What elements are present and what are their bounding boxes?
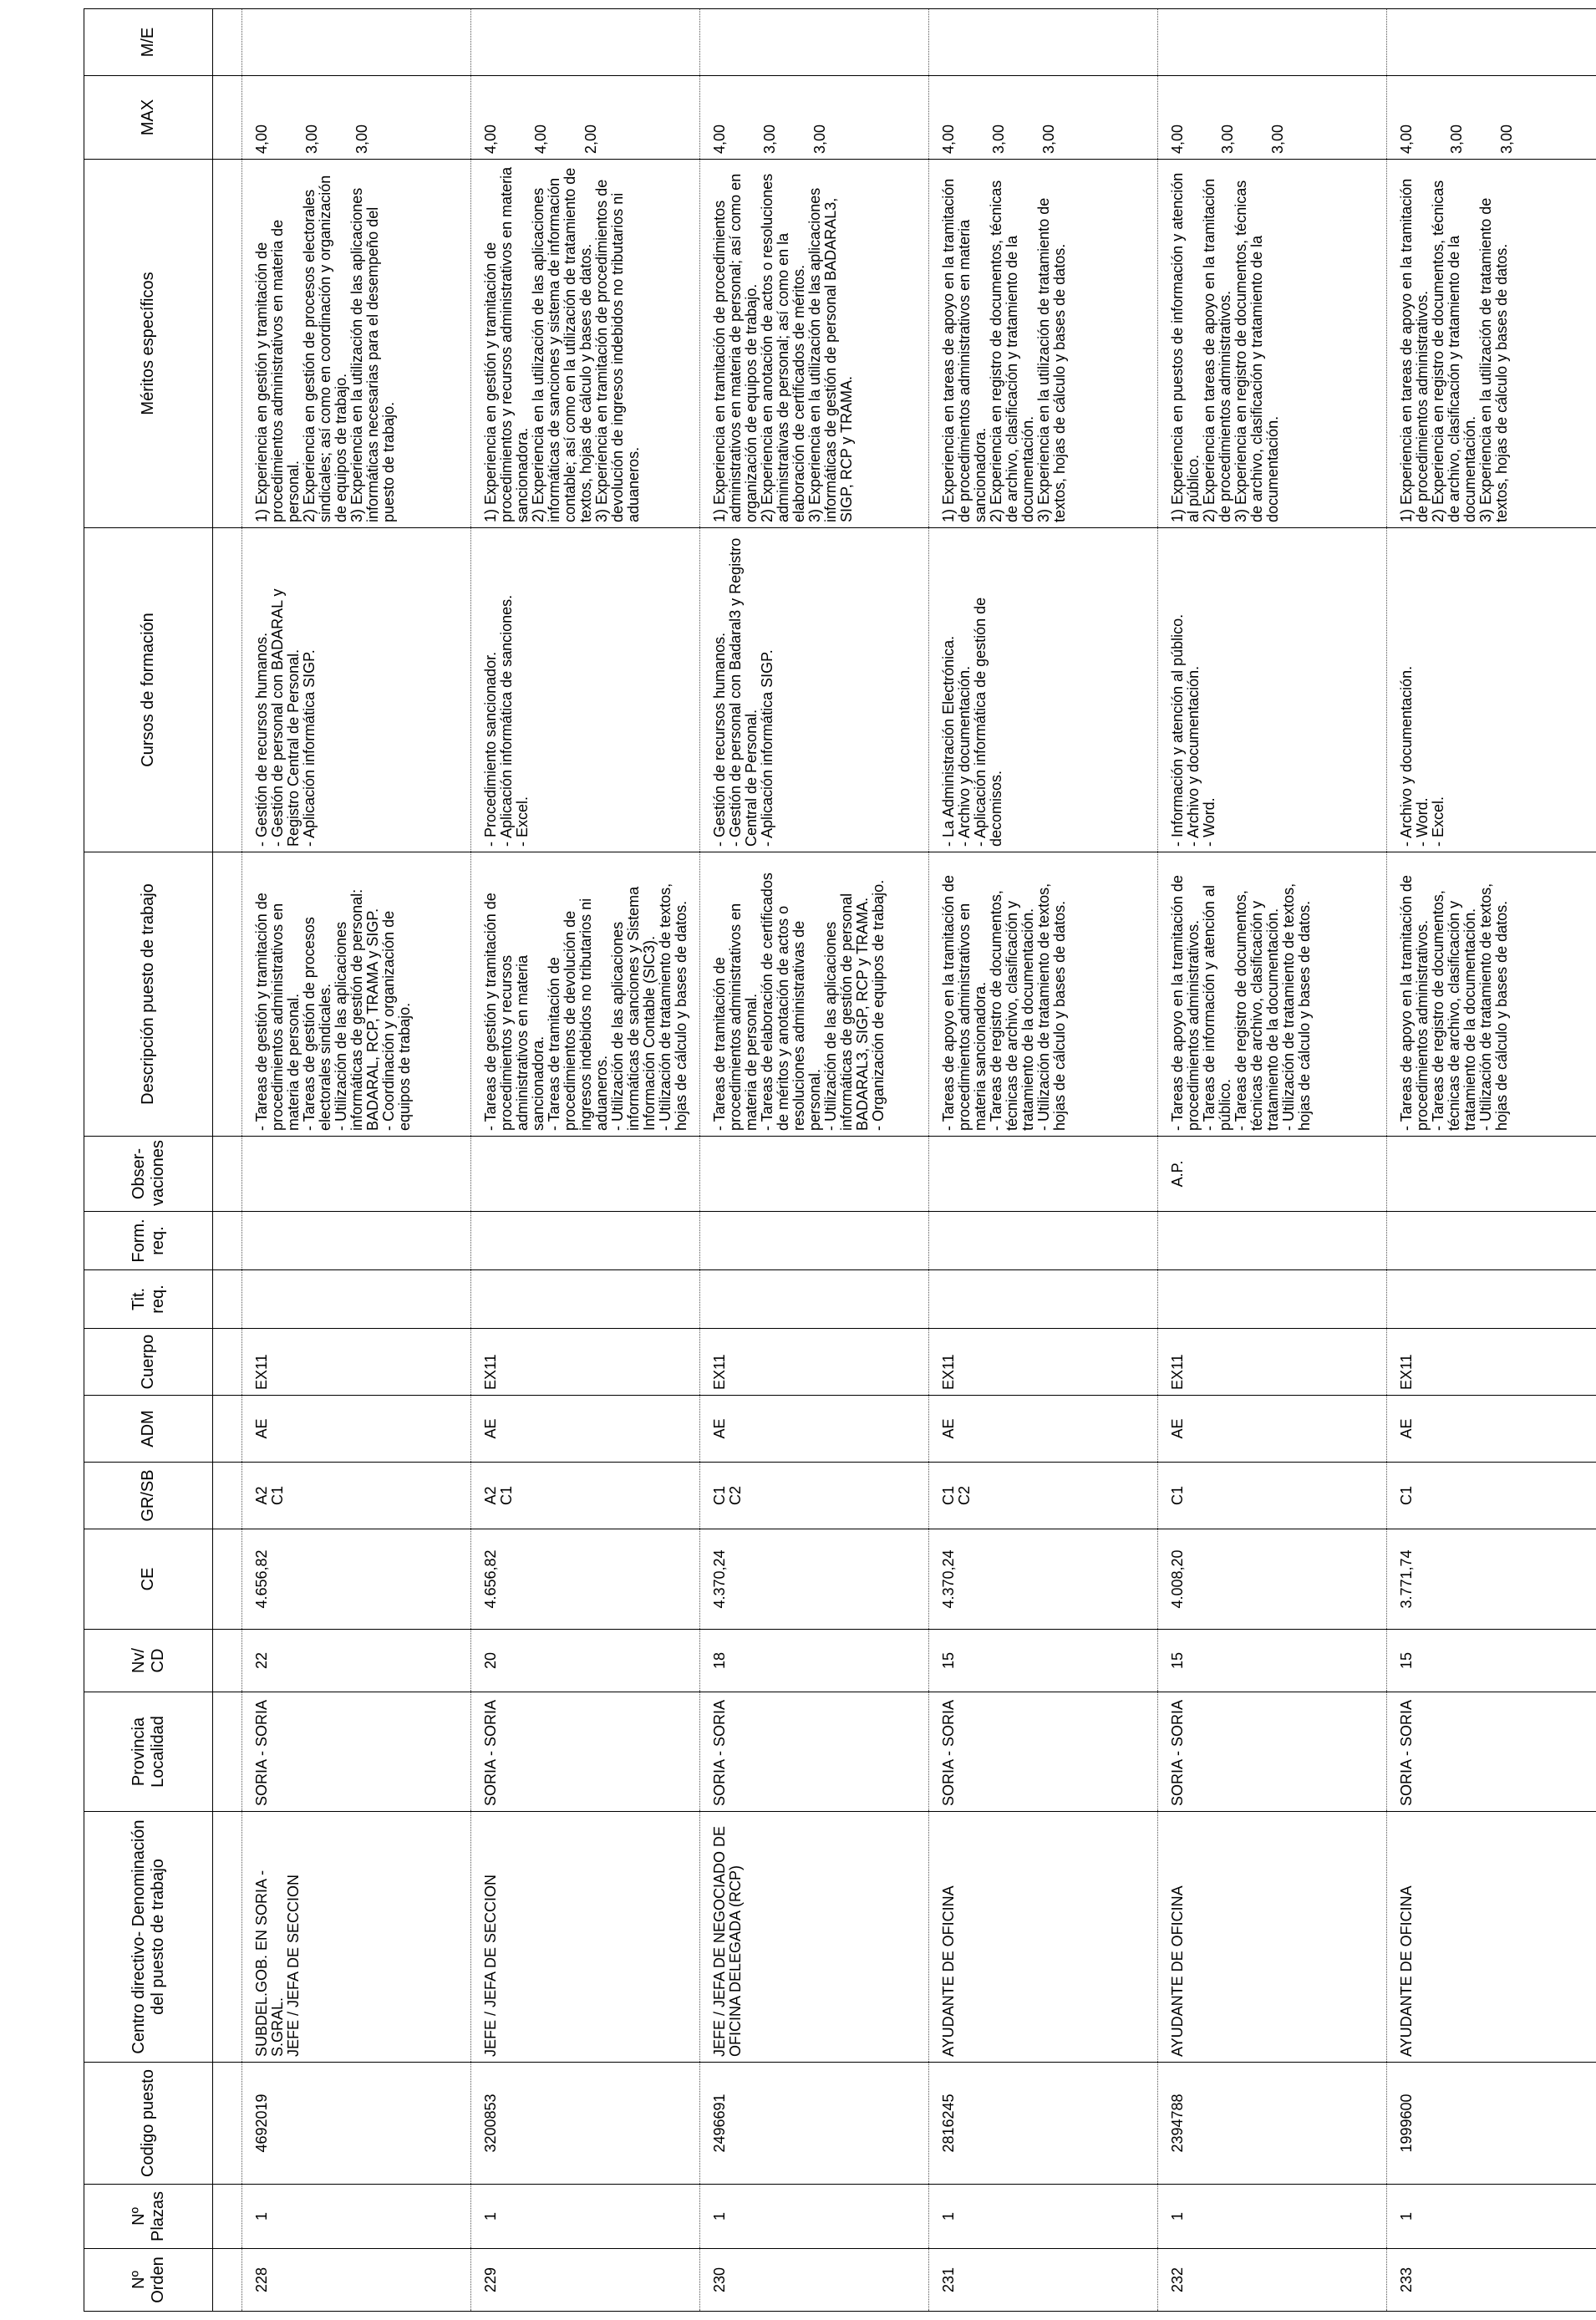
cell-ce: 3.771,74 [1387, 1529, 1596, 1630]
cell-centro: SUBDEL.GOB. EN SORIA - S.GRAL. JEFE / JEFA DE SECCION [242, 1812, 471, 2063]
cell-meritos: 1) Experiencia en puestos de información y atención al público. 2) Experiencia en tareas de apoyo en la tramitación de procedimientos administrativos. 3) Experiencia en registro de documentos, técnicas de archivo, clasificación y tratamiento de la documentación. [1158, 160, 1387, 528]
cell-grupo: C1 C2 [700, 1463, 929, 1529]
cell-max [1158, 76, 1387, 160]
cell-orden: 233 [1387, 2249, 1596, 2312]
cell-descripcion: - Tareas de gestión y tramitación de procedimientos y recursos administrativos en materia sancionadora. - Tareas de tramitación de procedimientos de devolución de ingresos indebidos no tributarios ni aduaneros. - Utilización de las aplicaciones informáticas de sanciones y Sistema Información Contable (SIC3). - Utilización de tratamiento de textos, hojas de cálculo y bases de datos. [471, 852, 700, 1137]
cell-plazas: 1 [700, 2185, 929, 2249]
header-cuerpo: Cuerpo [84, 1329, 213, 1396]
header-row [84, 9, 213, 2312]
cell-me [700, 9, 929, 76]
header-titulacion: Tit. req. [84, 1270, 213, 1329]
cell-codigo: 1999600 [1387, 2063, 1596, 2185]
cell-titulacion [700, 1270, 929, 1329]
header-plazas: Nº Plazas [84, 2185, 213, 2249]
cell-cursos: - Procedimiento sancionador. - Aplicación informática de sanciones. - Excel. [471, 528, 700, 852]
max-value: 3,00 [1448, 124, 1465, 154]
max-value: 3,00 [353, 124, 370, 154]
cell-cuerpo: EX11 [1158, 1329, 1387, 1396]
cell-meritos: 1) Experiencia en tareas de apoyo en la tramitación de procedimientos administrativos en materia sancionadora. 2) Experiencia en registro de documentos, técnicas de archivo, clasificación y tratamiento de la documentación. 3) Experiencia en la utilización de tratamiento de textos, hojas de cálculo y bases de datos. [929, 160, 1158, 528]
max-value: 3,00 [1040, 124, 1057, 154]
max-value: 3,00 [761, 124, 778, 154]
cell-orden: 229 [471, 2249, 700, 2312]
cell-cuerpo: EX11 [242, 1329, 471, 1396]
cell-cursos: - Gestión de recursos humanos. - Gestión de personal con BADARAL y Registro Central de Personal. - Aplicación informática SIGP. [242, 528, 471, 852]
cell-grupo: A2 C1 [242, 1463, 471, 1529]
cell-titulacion [471, 1270, 700, 1329]
cell-formacion [1158, 1212, 1387, 1270]
cell-provincia: SORIA - SORIA [242, 1692, 471, 1812]
cell-me [242, 9, 471, 76]
table-row [929, 9, 1158, 2312]
cell-adm: AE [471, 1396, 700, 1463]
table-row [242, 9, 471, 2312]
cell-codigo: 2394788 [1158, 2063, 1387, 2185]
cell-provincia: SORIA - SORIA [471, 1692, 700, 1812]
cell-cuerpo: EX11 [929, 1329, 1158, 1396]
cell-formacion [242, 1212, 471, 1270]
cell-provincia: SORIA - SORIA [1387, 1692, 1596, 1812]
cell-plazas: 1 [929, 2185, 1158, 2249]
max-value: 3,00 [303, 124, 320, 154]
cell-cuerpo: EX11 [471, 1329, 700, 1396]
rotated-table-wrapper [84, 9, 1594, 2312]
max-value: 3,00 [811, 124, 828, 154]
cell-plazas: 1 [1387, 2185, 1596, 2249]
header-meritos: Méritos específicos [84, 160, 213, 528]
cell-codigo: 4692019 [242, 2063, 471, 2185]
cell-grupo: C1 [1387, 1463, 1596, 1529]
cell-codigo: 2816245 [929, 2063, 1158, 2185]
cell-observaciones [471, 1137, 700, 1212]
cell-ce: 4.008,20 [1158, 1529, 1387, 1630]
max-value: 2,00 [582, 124, 599, 154]
cell-observaciones [929, 1137, 1158, 1212]
cell-meritos: 1) Experiencia en gestión y tramitación de procedimientos y recursos administrativos en materia sancionadora. 2) Experiencia en la utilización de las aplicaciones informáticas de sanciones y sistema de información contable; así como en la utilización de tratamiento de textos, hojas de cálculo y bases de datos. 3) Experiencia en tramitación de procedimientos de devolución de ingresos indebidos no tributarios ni aduaneros. [471, 160, 700, 528]
max-value: 4,00 [940, 124, 957, 154]
puestos-table [84, 8, 1596, 2312]
cell-orden: 228 [242, 2249, 471, 2312]
max-value: 4,00 [253, 124, 270, 154]
cell-nivel: 18 [700, 1630, 929, 1692]
cell-me [1387, 9, 1596, 76]
table-row [700, 9, 929, 2312]
cell-provincia: SORIA - SORIA [1158, 1692, 1387, 1812]
cell-adm: AE [1158, 1396, 1387, 1463]
cell-cursos: - Gestión de recursos humanos. - Gestión de personal con Badaral3 y Registro Central de Personal. - Aplicación informática SIGP. [700, 528, 929, 852]
cell-descripcion: - Tareas de tramitación de procedimientos administrativos en materia de personal. - Tareas de elaboración de certificados de méritos y anotación de actos o resoluciones administrativas de personal. - Utilización de las aplicaciones informáticas de gestión de personal BADARAL3, SIGP, RCP y TRAMA. - Organización de equipos de trabajo. [700, 852, 929, 1137]
max-value: 3,00 [990, 124, 1007, 154]
cell-nivel: 20 [471, 1630, 700, 1692]
cell-grupo: C1 C2 [929, 1463, 1158, 1529]
cell-meritos: 1) Experiencia en tareas de apoyo en la tramitación de procedimientos administrativos. 2) Experiencia en registro de documentos, técnicas de archivo, clasificación y tratamiento de la documentación. 3) Experiencia en la utilización de tratamiento de textos, hojas de cálculo y bases de datos. [1387, 160, 1596, 528]
cell-codigo: 3200853 [471, 2063, 700, 2185]
header-cursos: Cursos de formación [84, 528, 213, 852]
table-row [1158, 9, 1387, 2312]
cell-adm: AE [929, 1396, 1158, 1463]
cell-descripcion: - Tareas de apoyo en la tramitación de procedimientos administrativos. - Tareas de registro de documentos, técnicas de archivo, clasificación y tratamiento de la documentación. - Utilización de tratamiento de textos, hojas de cálculo y bases de datos. [1387, 852, 1596, 1137]
header-me: M/E [84, 9, 213, 76]
cell-titulacion [242, 1270, 471, 1329]
cell-centro: JEFE / JEFA DE NEGOCIADO DE OFICINA DELEGADA (RCP) [700, 1812, 929, 2063]
max-value: 4,00 [532, 124, 549, 154]
cell-descripcion: - Tareas de apoyo en la tramitación de procedimientos administrativos. - Tareas de información y atención al público. - Tareas de registro de documentos, técnicas de archivo, clasificación y tratamiento de la documentación. - Utilización de tratamiento de textos, hojas de cálculo y bases de datos. [1158, 852, 1387, 1137]
cell-centro: AYUDANTE DE OFICINA [1387, 1812, 1596, 2063]
header-grupo: GR/SB [84, 1463, 213, 1529]
cell-plazas: 1 [471, 2185, 700, 2249]
cell-grupo: C1 [1158, 1463, 1387, 1529]
header-nivel: Nv/ CD [84, 1630, 213, 1692]
cell-formacion [471, 1212, 700, 1270]
header-centro: Centro directivo- Denominación del puesto de trabajo [84, 1812, 213, 2063]
cell-codigo: 2496691 [700, 2063, 929, 2185]
max-value: 3,00 [1269, 124, 1286, 154]
cell-adm: AE [700, 1396, 929, 1463]
cell-formacion [1387, 1212, 1596, 1270]
header-codigo: Codigo puesto [84, 2063, 213, 2185]
cell-observaciones [1387, 1137, 1596, 1212]
cell-centro: AYUDANTE DE OFICINA [1158, 1812, 1387, 2063]
cell-me [1158, 9, 1387, 76]
cell-provincia: SORIA - SORIA [929, 1692, 1158, 1812]
header-adm: ADM [84, 1396, 213, 1463]
cell-max [929, 76, 1158, 160]
table-row [1387, 9, 1596, 2312]
cell-observaciones: A.P. [1158, 1137, 1387, 1212]
max-value: 4,00 [482, 124, 499, 154]
header-spacer-row [213, 9, 242, 2312]
cell-orden: 232 [1158, 2249, 1387, 2312]
cell-orden: 230 [700, 2249, 929, 2312]
cell-centro: JEFE / JEFA DE SECCION [471, 1812, 700, 2063]
header-ce: CE [84, 1529, 213, 1630]
cell-max [700, 76, 929, 160]
cell-observaciones [700, 1137, 929, 1212]
header-provincia: Provincia Localidad [84, 1692, 213, 1812]
cell-titulacion [1158, 1270, 1387, 1329]
cell-meritos: 1) Experiencia en gestión y tramitación de procedimientos administrativos en materia de personal. 2) Experiencia en gestión de procesos electorales sindicales; así como en coordinación y organización de equipos de trabajo. 3) Experiencia en la utilización de las aplicaciones informáticas necesarias para el desempeño del puesto de trabajo. [242, 160, 471, 528]
cell-grupo: A2 C1 [471, 1463, 700, 1529]
cell-ce: 4.370,24 [700, 1529, 929, 1630]
cell-nivel: 15 [1387, 1630, 1596, 1692]
cell-plazas: 1 [242, 2185, 471, 2249]
cell-me [929, 9, 1158, 76]
header-orden: Nº Orden [84, 2249, 213, 2312]
cell-cursos: - La Administración Electrónica. - Archivo y documentación. - Aplicación informática de gestión de decomisos. [929, 528, 1158, 852]
cell-orden: 231 [929, 2249, 1158, 2312]
cell-max [1387, 76, 1596, 160]
cell-titulacion [929, 1270, 1158, 1329]
cell-descripcion: - Tareas de apoyo en la tramitación de procedimientos administrativos en materia sancionadora. - Tareas de registro de documentos, técnicas de archivo, clasificación y tratamiento de la documentación. - Utilización de tratamiento de textos, hojas de cálculo y bases de datos. [929, 852, 1158, 1137]
cell-descripcion: - Tareas de gestión y tramitación de procedimientos administrativos en materia de personal. - Tareas de gestión de procesos electorales sindicales. - Utilización de las aplicaciones informáticas de gestión de personal: BADARAL, RCP, TRAMA y SIGP. - Coordinación y organización de equipos de trabajo. [242, 852, 471, 1137]
cell-observaciones [242, 1137, 471, 1212]
header-observaciones: Obser- vaciones [84, 1137, 213, 1212]
cell-nivel: 22 [242, 1630, 471, 1692]
cell-titulacion [1387, 1270, 1596, 1329]
cell-formacion [700, 1212, 929, 1270]
max-value: 3,00 [1498, 124, 1515, 154]
header-descripcion: Descripción puesto de trabajo [84, 852, 213, 1137]
cell-formacion [929, 1212, 1158, 1270]
cell-cuerpo: EX11 [700, 1329, 929, 1396]
cell-nivel: 15 [929, 1630, 1158, 1692]
table-row [471, 9, 700, 2312]
cell-cuerpo: EX11 [1387, 1329, 1596, 1396]
max-value: 4,00 [711, 124, 728, 154]
max-value: 3,00 [1219, 124, 1236, 154]
max-value: 4,00 [1398, 124, 1415, 154]
cell-adm: AE [242, 1396, 471, 1463]
cell-adm: AE [1387, 1396, 1596, 1463]
cell-plazas: 1 [1158, 2185, 1387, 2249]
cell-meritos: 1) Experiencia en tramitación de procedimientos administrativos en materia de personal; así como en organización de equipos de trabajo. 2) Experiencia en anotación de actos o resoluciones administrativas de personal; así como en la elaboración de certificados de méritos. 3) Experiencia en la utilización de las aplicaciones informáticas de gestión de personal BADARAL3, SIGP, RCP y TRAMA. [700, 160, 929, 528]
cell-ce: 4.370,24 [929, 1529, 1158, 1630]
cell-cursos: - Archivo y documentación. - Word. - Excel. [1387, 528, 1596, 852]
cell-ce: 4.656,82 [242, 1529, 471, 1630]
cell-cursos: - Información y atención al público. - Archivo y documentación. - Word. [1158, 528, 1387, 852]
cell-me [471, 9, 700, 76]
header-formacion: Form. req. [84, 1212, 213, 1270]
cell-provincia: SORIA - SORIA [700, 1692, 929, 1812]
cell-ce: 4.656,82 [471, 1529, 700, 1630]
cell-centro: AYUDANTE DE OFICINA [929, 1812, 1158, 2063]
cell-nivel: 15 [1158, 1630, 1387, 1692]
cell-max [471, 76, 700, 160]
cell-max [242, 76, 471, 160]
max-value: 4,00 [1169, 124, 1186, 154]
header-max: MAX [84, 76, 213, 160]
